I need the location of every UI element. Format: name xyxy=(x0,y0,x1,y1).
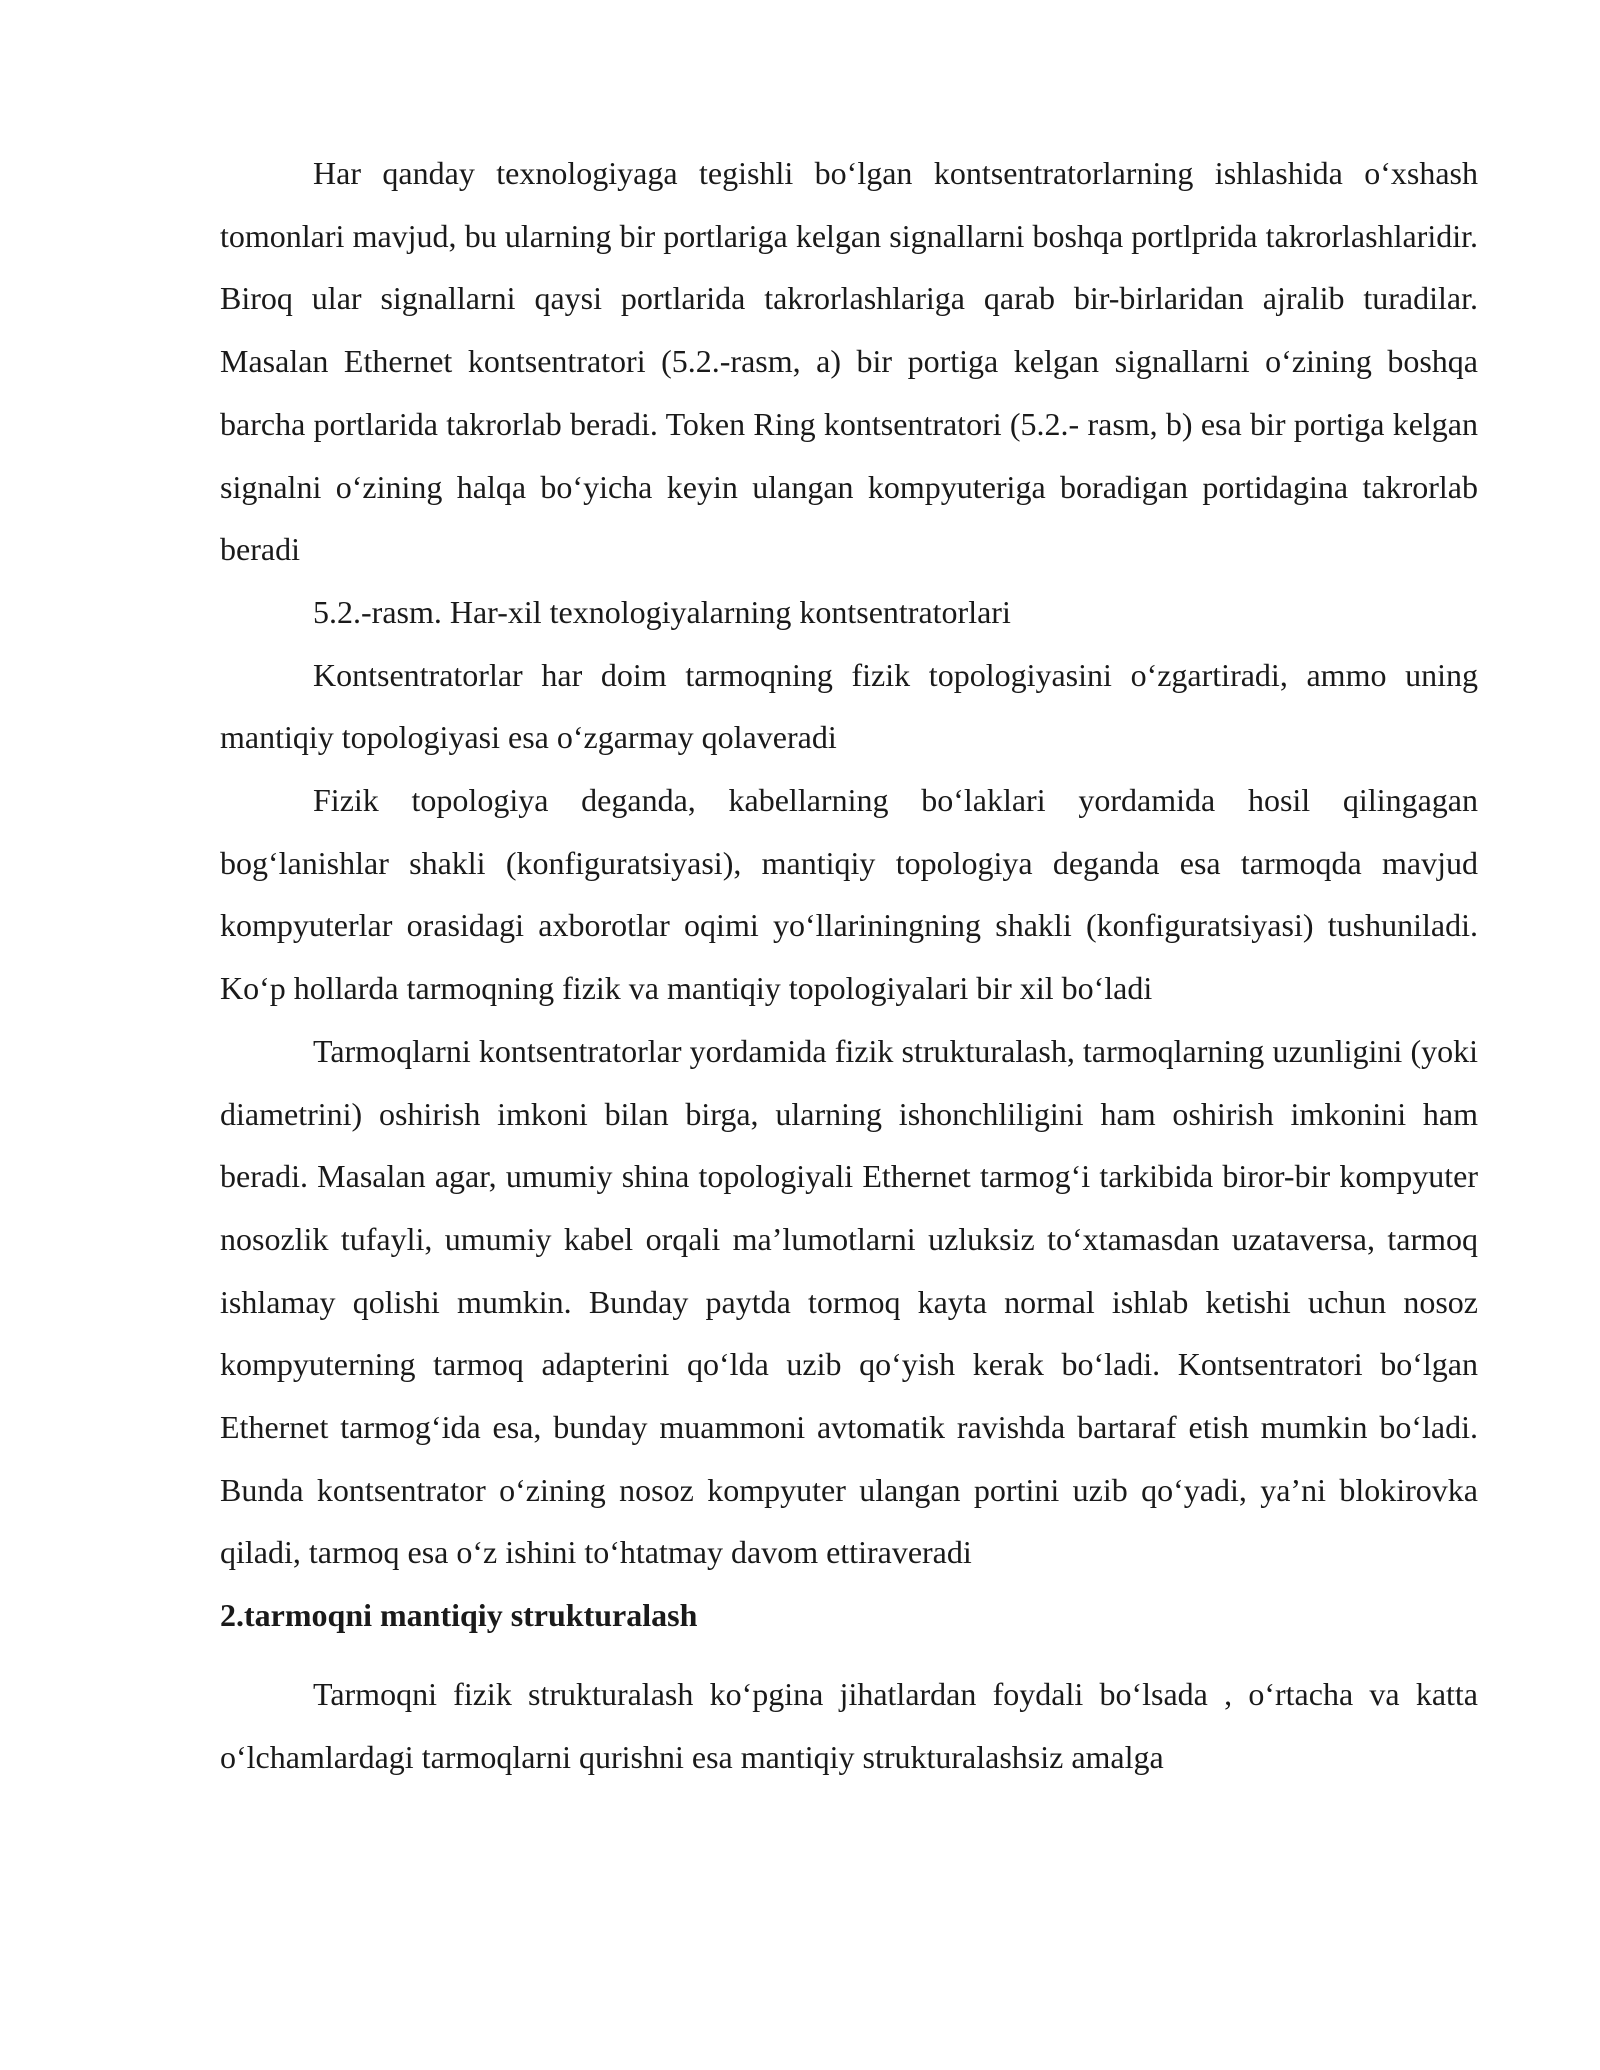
paragraph-hub-signal-repetition: Har qanday texnologiyaga tegishli bo‘lgan kontsentratorlarning ishlashida o‘xshash tomonlari mavjud, bu ularning bir portlariga kelgan signallarni boshqa portlprida takrorlashlaridir. Biroq ular signallarni qaysi portlarida takrorlashlariga qarab bir-birlaridan ajralib turadilar. Masalan Ethernet kontsentratori (5.2.-rasm, a) bir portiga kelgan signallarni o‘zining boshqa barcha portlarida takrorlab beradi. Token Ring kontsentratori (5.2.- rasm, b) esa bir portiga kelgan signalni o‘zining halqa bo‘yicha keyin ulangan kompyuteriga boradigan portidagina takrorlab beradi xyxy=(220,155,1478,568)
document-page xyxy=(220,142,1478,1788)
figure-caption: 5.2.-rasm. Har-xil texnologiyalarning kontsentratorlari xyxy=(313,593,1011,630)
paragraph-logical-structuring: Tarmoqni fizik strukturalash ko‘pgina jihatlardan foydali bo‘lsada , o‘rtacha va katta o‘lchamlardagi tarmoqlarni qurishni esa mantiqiy strukturalashsiz amalga xyxy=(220,1675,1478,1775)
paragraph-physical-structuring: Tarmoqlarni kontsentratorlar yordamida fizik strukturalash, tarmoqlarning uzunligini (yoki diametrini) oshirish imkoni bilan birga, ularning ishonchliligini ham oshirish imkonini ham beradi. Masalan agar, umumiy shina topologiyali Ethernet tarmog‘i tarkibida biror-bir kompyuter nosozlik tufayli, umumiy kabel orqali ma’lumotlarni uzluksiz to‘xtamasdan uzataversa, tarmoq ishlamay qolishi mumkin. Bunday paytda tormoq kayta normal ishlab ketishi uchun nosoz kompyuterning tarmoq adapterini qo‘lda uzib qo‘yish kerak bo‘ladi. Kontsentratori bo‘lgan Ethernet tarmog‘ida esa, bunday muammoni avtomatik ravishda bartaraf etish mumkin bo‘ladi. Bunda kontsentrator o‘zining nosoz kompyuter ulangan portini uzib qo‘yadi, ya’ni blokirovka qiladi, tarmoq esa o‘z ishini to‘htatmay davom ettiraveradi xyxy=(220,1032,1478,1571)
paragraph-hub-topology: Kontsentratorlar har doim tarmoqning fizik topologiyasini o‘zgartiradi, ammo uning mantiqiy topologiyasi esa o‘zgarmay qolaveradi xyxy=(220,656,1478,756)
paragraph-physical-logical-topology: Fizik topologiya deganda, kabellarning bo‘laklari yordamida hosil qilingagan bog‘lanishlar shakli (konfiguratsiyasi), mantiqiy topologiya deganda esa tarmoqda mavjud kompyuterlar orasidagi axborotlar oqimi yo‘llariningning shakli (konfiguratsiyasi) tushuniladi. Ko‘p hollarda tarmoqning fizik va mantiqiy topologiyalari bir xil bo‘ladi xyxy=(220,782,1478,1007)
section-heading: 2.tarmoqni mantiqiy strukturalash xyxy=(220,1597,698,1634)
